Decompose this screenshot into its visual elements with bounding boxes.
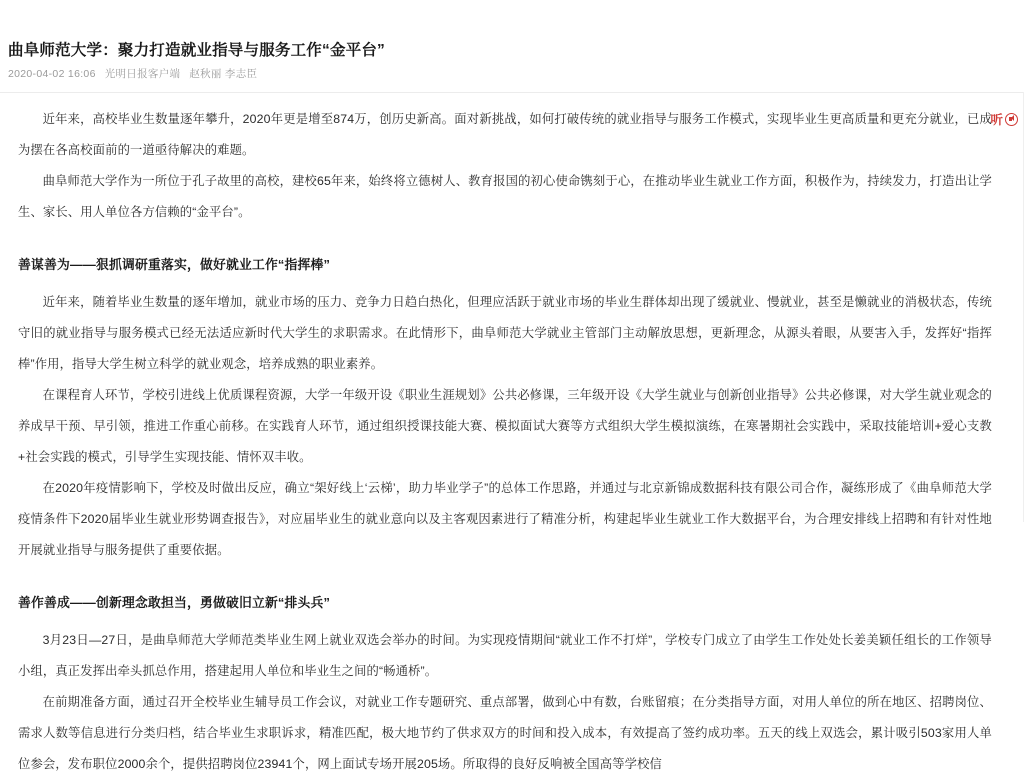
article-subheading: 善谋善为——狠抓调研重落实，做好就业工作“指挥棒” [18, 257, 331, 272]
listen-article-button[interactable] [990, 110, 1018, 128]
article-paragraph: 在前期准备方面，通过召开全校毕业生辅导员工作会议，对就业工作专题研究、重点部署，做到心中有数，台账留痕；在分类指导方面，对用人单位的所在地区、招聘岗位、需求人数等信息进行分类归档，结合毕业生求职诉求，精准匹配，极大地节约了供求双方的时间和投入成本，有效提高了签约成功率。五天的线上双选会，累计吸引503家用人单位参会，发布职位2000余个，提供招聘岗位23941个，网上面试专场开展205场。所取得的良好反响被全国高等学校信 [18, 695, 992, 771]
article-authors: 赵秋丽 李志臣 [189, 68, 258, 80]
speaker-icon [1005, 113, 1018, 126]
page-title: 曲阜师范大学：聚力打造就业指导与服务工作“金平台” [8, 42, 386, 60]
article-meta [8, 66, 257, 81]
article-body [18, 104, 992, 780]
article-paragraph: 在2020年疫情影响下，学校及时做出反应，确立“架好线上‘云梯’，助力毕业学子”的总体工作思路，并通过与北京新锦成数据科技有限公司合作，凝练形成了《曲阜师范大学疫情条件下2020届毕业生就业形势调查报告》，对应届毕业生的就业意向以及主客观因素进行了精准分析，构建起毕业生就业工作大数据平台，为合理安排线上招聘和有针对性地开展就业指导与服务提供了重要依据。 [18, 481, 992, 557]
article-paragraph: 3月23日—27日，是曲阜师范大学师范类毕业生网上就业双选会举办的时间。为实现疫情期间“就业工作不打烊”，学校专门成立了由学生工作处处长姜美颖任组长的工作领导小组，真正发挥出牵头抓总作用，搭建起用人单位和毕业生之间的“畅通桥”。 [18, 633, 992, 678]
publish-source: 光明日报客户端 [104, 68, 181, 80]
publish-datetime: 2020-04-02 16:06 [8, 68, 96, 80]
header-divider [0, 92, 1024, 93]
article-paragraph: 曲阜师范大学作为一所位于孔子故里的高校，建校65年来，始终将立德树人、教育报国的初心使命镌刻于心，在推动毕业生就业工作方面，积极作为，持续发力，打造出让学生、家长、用人单位各方信赖的“金平台”。 [18, 174, 992, 219]
listen-label: 听 [990, 113, 1003, 127]
article-paragraph: 在课程育人环节，学校引进线上优质课程资源，大学一年级开设《职业生涯规划》公共必修课，三年级开设《大学生就业与创新创业指导》公共必修课，对大学生就业观念的养成早干预、早引领，推进工作重心前移。在实践育人环节，通过组织授课技能大赛、模拟面试大赛等方式组织大学生模拟演练，在寒暑期社会实践中，采取技能培训+爱心支教+社会实践的模式，引导学生实现技能、情怀双丰收。 [18, 388, 992, 464]
article-paragraph: 近年来，随着毕业生数量的逐年增加，就业市场的压力、竞争力日趋白热化，但理应活跃于就业市场的毕业生群体却出现了缓就业、慢就业，甚至是懒就业的消极状态，传统守旧的就业指导与服务模式已经无法适应新时代大学生的求职需求。在此情形下，曲阜师范大学就业主管部门主动解放思想，更新理念，从源头着眼，从要害入手，发挥好“指挥棒”作用，指导大学生树立科学的就业观念，培养成熟的职业素养。 [18, 295, 992, 371]
article-paragraph: 近年来，高校毕业生数量逐年攀升，2020年更是增至874万，创历史新高。面对新挑战，如何打破传统的就业指导与服务工作模式，实现毕业生更高质量和更充分就业，已成为摆在各高校面前的一道亟待解决的难题。 [18, 112, 992, 157]
article-subheading: 善作善成——创新理念敢担当，勇做破旧立新“排头兵” [18, 595, 331, 610]
